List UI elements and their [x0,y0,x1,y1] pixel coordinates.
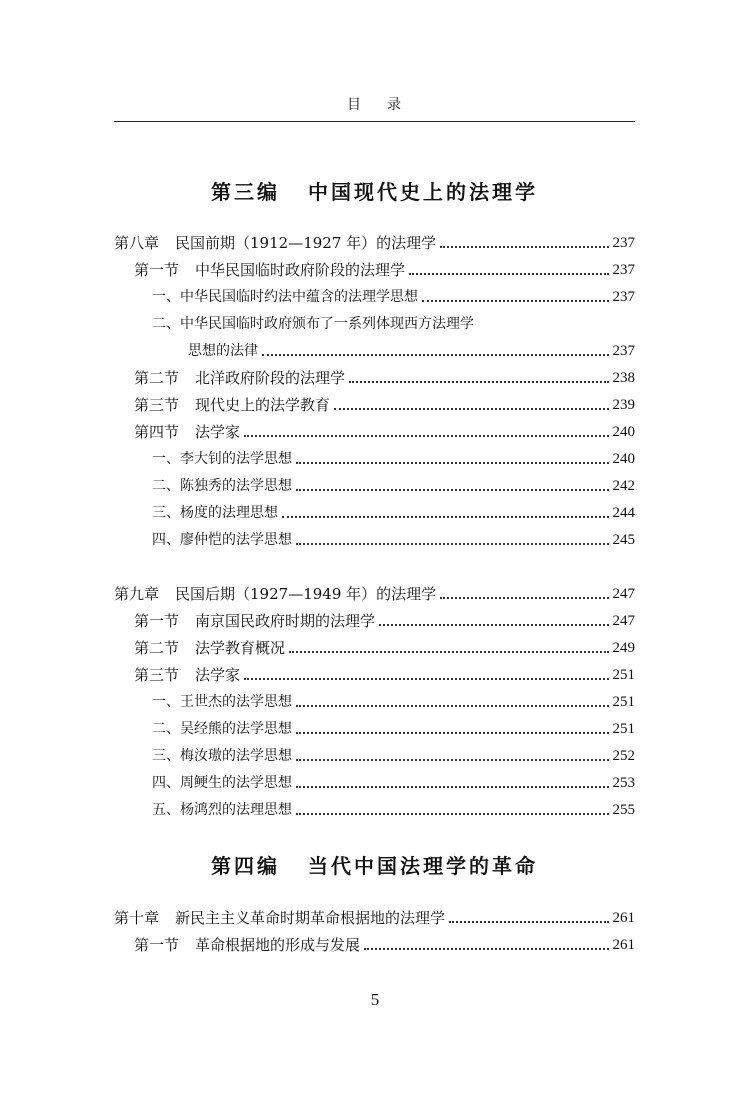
toc-label: 思想的法律 [188,343,258,359]
dot-leader [296,489,609,491]
toc-subsection[interactable] [114,772,635,794]
toc-label: 四、周鲠生的法学思想 [152,775,292,791]
toc-label: 一、王世杰的法学思想 [152,694,292,710]
dot-leader [440,246,608,248]
toc-subsection-wrapped[interactable]: 二、中华民国临时政府颁布了一系列体现西方法理学 [152,316,474,332]
toc-page: 240 [612,451,635,467]
toc-page: 238 [612,370,635,386]
toc-subsection[interactable] [114,448,635,470]
dot-leader [364,948,608,950]
toc-page: 247 [612,586,635,602]
toc-subsection[interactable] [114,718,635,740]
toc-section[interactable] [114,934,635,956]
toc-label: 第一节 中华民国临时政府阶段的法理学 [134,261,406,279]
toc-label: 一、中华民国临时约法中蕴含的法理学思想 [152,289,418,305]
toc-page: 239 [612,397,635,413]
toc-page: 253 [612,775,635,791]
part-title-4 [114,850,635,879]
part-name: 中国现代史上的法理学 [308,180,538,204]
toc-subsection[interactable] [114,286,635,308]
toc-page: 237 [612,343,635,359]
toc-label: 第八章 民国前期（1912—1927 年）的法理学 [114,234,437,252]
toc-section[interactable] [114,367,635,389]
toc-page: 251 [612,721,635,737]
toc-section[interactable] [114,394,635,416]
dot-leader [422,300,609,302]
toc-page: 261 [612,937,635,953]
toc-label: 三、杨度的法理思想 [152,505,278,521]
part-number: 第三编 [211,180,280,204]
part-name: 当代中国法理学的革命 [308,854,538,878]
toc-label: 四、廖仲恺的法学思想 [152,532,292,548]
dot-leader [409,273,608,275]
toc-subsection-continued[interactable] [114,340,635,362]
dot-leader [379,624,608,626]
part-title-3 [114,176,635,205]
toc-section[interactable] [114,664,635,686]
toc-section[interactable] [114,259,635,281]
toc-page: 252 [612,748,635,764]
toc-page: 251 [612,694,635,710]
toc-page: 261 [612,910,635,926]
toc-page: 237 [612,289,635,305]
toc-label: 第一节 革命根据地的形成与发展 [134,936,361,954]
toc-subsection[interactable] [114,502,635,524]
dot-leader [296,462,609,464]
toc-section[interactable] [114,421,635,443]
toc-page: 237 [612,262,635,278]
toc-subsection[interactable] [114,799,635,821]
dot-leader [296,786,609,788]
dot-leader [334,408,608,410]
toc-label: 二、陈独秀的法学思想 [152,478,292,494]
dot-leader [449,921,608,923]
toc-page: 244 [612,505,635,521]
dot-leader [296,813,609,815]
dot-leader [289,651,608,653]
toc-page: 242 [612,478,635,494]
toc-page: 240 [612,424,635,440]
toc-subsection[interactable] [114,475,635,497]
toc-label: 第十章 新民主主义革命时期革命根据地的法理学 [114,909,446,927]
toc-section[interactable] [114,637,635,659]
toc-label: 第一节 南京国民政府时期的法理学 [134,612,376,630]
toc-page: 255 [612,802,635,818]
toc-page: 237 [612,235,635,251]
dot-leader [296,732,609,734]
toc-label: 第九章 民国后期（1927—1949 年）的法理学 [114,585,437,603]
dot-leader [244,678,608,680]
dot-leader [296,543,609,545]
dot-leader [244,435,608,437]
toc-chapter[interactable] [114,583,635,605]
toc-page: 249 [612,640,635,656]
dot-leader [349,381,608,383]
dot-leader [440,597,608,599]
toc-label: 第三节 现代史上的法学教育 [134,396,331,414]
toc-section[interactable] [114,610,635,632]
dot-leader [262,354,609,356]
toc-label: 第二节 法学教育概况 [134,639,286,657]
toc-label: 第二节 北洋政府阶段的法理学 [134,369,346,387]
toc-label: 第三节 法学家 [134,666,241,684]
toc-chapter[interactable] [114,232,635,254]
toc-page: 245 [612,532,635,548]
toc-label: 一、李大钊的法学思想 [152,451,292,467]
part-number: 第四编 [211,854,280,878]
toc-page: 247 [612,613,635,629]
toc-label: 三、梅汝璈的法学思想 [152,748,292,764]
toc-subsection[interactable] [114,529,635,551]
toc-label: 第四节 法学家 [134,423,241,441]
toc-page: 251 [612,667,635,683]
toc-label: 二、吴经熊的法学思想 [152,721,292,737]
toc-label: 五、杨鸿烈的法理思想 [152,802,292,818]
running-head: 目录 [347,97,427,113]
dot-leader [296,759,609,761]
page-number: 5 [370,990,380,1009]
toc-chapter[interactable] [114,907,635,929]
header-rule [114,121,635,122]
dot-leader [296,705,609,707]
toc-subsection[interactable] [114,745,635,767]
dot-leader [282,516,609,518]
toc-subsection[interactable] [114,691,635,713]
